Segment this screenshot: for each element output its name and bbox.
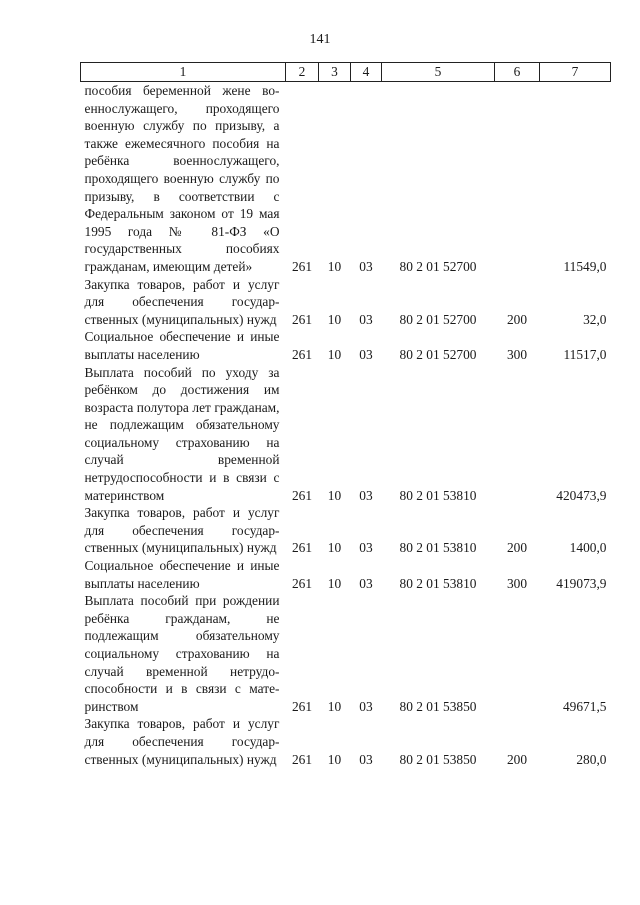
column-header: 2: [286, 63, 319, 82]
row-name-cell: Выплата пособий по уходу за ребёнком до достижения им возраста полутора лет гражданам, не подлежащим обязательному социальному страхованию на случай временной нетрудоспособности и в связи с материнством: [84, 364, 280, 503]
row-name-cell: Социальное обеспечение и иные выплаты населению: [84, 558, 280, 591]
amount-cell: 11549,0: [563, 258, 607, 274]
column-header: 5: [382, 63, 495, 82]
subsection-code-cell: 03: [359, 346, 373, 362]
expense-type-cell: 200: [506, 751, 528, 767]
subsection-code-cell: 03: [359, 311, 373, 327]
column-header: 6: [495, 63, 540, 82]
row-name-cell: Закупка товаров, работ и услуг для обеспечения государственных (муниципальных) нужд: [84, 716, 280, 767]
table-row: [81, 715, 611, 768]
table-row: [81, 276, 611, 329]
amount-cell: 49671,5: [562, 698, 607, 714]
amount-cell: 11517,0: [563, 346, 607, 362]
subsection-code-cell: 03: [359, 487, 373, 503]
target-article-cell: 80 2 01 53810: [399, 575, 477, 591]
expense-type-cell: [495, 592, 540, 715]
column-header: 7: [540, 63, 611, 82]
target-article-cell: 80 2 01 53850: [399, 698, 477, 714]
expense-type-cell: 200: [506, 311, 528, 327]
ministry-code-cell: 261: [291, 575, 313, 591]
amount-cell: 280,0: [576, 751, 607, 767]
expense-type-cell: [495, 364, 540, 505]
section-code-cell: 10: [327, 346, 342, 362]
table-row: [81, 364, 611, 505]
subsection-code-cell: 03: [359, 540, 373, 556]
subsection-code-cell: 03: [359, 698, 373, 714]
section-code-cell: 10: [327, 575, 342, 591]
target-article-cell: 80 2 01 53810: [399, 540, 477, 556]
section-code-cell: 10: [327, 258, 342, 274]
amount-cell: 1400,0: [569, 540, 607, 556]
target-article-cell: 80 2 01 52700: [399, 346, 477, 362]
row-name-cell: Выплата пособий при рождении ребёнка гражданам, не подлежащим обязательному социальному страхованию на случай временной нетрудоспособности и в связи с материнством: [84, 593, 280, 714]
target-article-cell: 80 2 01 53850: [399, 751, 477, 767]
target-article-cell: 80 2 01 52700: [399, 311, 477, 327]
section-code-cell: 10: [327, 751, 342, 767]
table-row: [81, 592, 611, 715]
amount-cell: 419073,9: [556, 575, 607, 591]
ministry-code-cell: 261: [291, 311, 313, 327]
table-header-row: [81, 63, 611, 82]
expense-type-cell: [495, 82, 540, 276]
section-code-cell: 10: [327, 540, 342, 556]
row-name-cell: Закупка товаров, работ и услуг для обеспечения государственных (муниципальных) нужд: [84, 505, 280, 556]
target-article-cell: 80 2 01 53810: [399, 487, 477, 503]
expense-type-cell: 200: [506, 540, 528, 556]
subsection-code-cell: 03: [359, 258, 373, 274]
table-row: [81, 557, 611, 592]
ministry-code-cell: 261: [291, 698, 313, 714]
ministry-code-cell: 261: [291, 751, 313, 767]
subsection-code-cell: 03: [359, 751, 373, 767]
amount-cell: 420473,9: [556, 487, 607, 503]
page-number: 141: [309, 32, 331, 47]
column-header: 4: [351, 63, 382, 82]
row-name-cell: пособия беременной жене военнослужащего, проходящего военную службу по призыву, а также ежемесячного пособия на ребёнка военнослужащего, проходящего военную службу по призыву, в соответствии с Федеральным законом от 19 мая 1995 года № 81-ФЗ «О государственных пособиях гражданам, имеющим детей»: [84, 83, 280, 274]
expense-type-cell: 300: [506, 575, 528, 591]
section-code-cell: 10: [327, 698, 342, 714]
ministry-code-cell: 261: [291, 540, 313, 556]
table-row: [81, 328, 611, 363]
subsection-code-cell: 03: [359, 575, 373, 591]
section-code-cell: 10: [327, 487, 342, 503]
ministry-code-cell: 261: [291, 258, 313, 274]
column-header: 3: [319, 63, 351, 82]
target-article-cell: 80 2 01 52700: [399, 258, 477, 274]
ministry-code-cell: 261: [291, 487, 313, 503]
table-row: [81, 504, 611, 557]
amount-cell: 32,0: [583, 311, 607, 327]
expense-type-cell: 300: [506, 346, 528, 362]
section-code-cell: 10: [327, 311, 342, 327]
ministry-code-cell: 261: [291, 346, 313, 362]
row-name-cell: Социальное обеспечение и иные выплаты населению: [84, 329, 280, 362]
budget-table: [80, 62, 611, 768]
row-name-cell: Закупка товаров, работ и услуг для обеспечения государственных (муниципальных) нужд: [84, 276, 280, 327]
column-header: 1: [81, 63, 286, 82]
table-row: [81, 82, 611, 276]
